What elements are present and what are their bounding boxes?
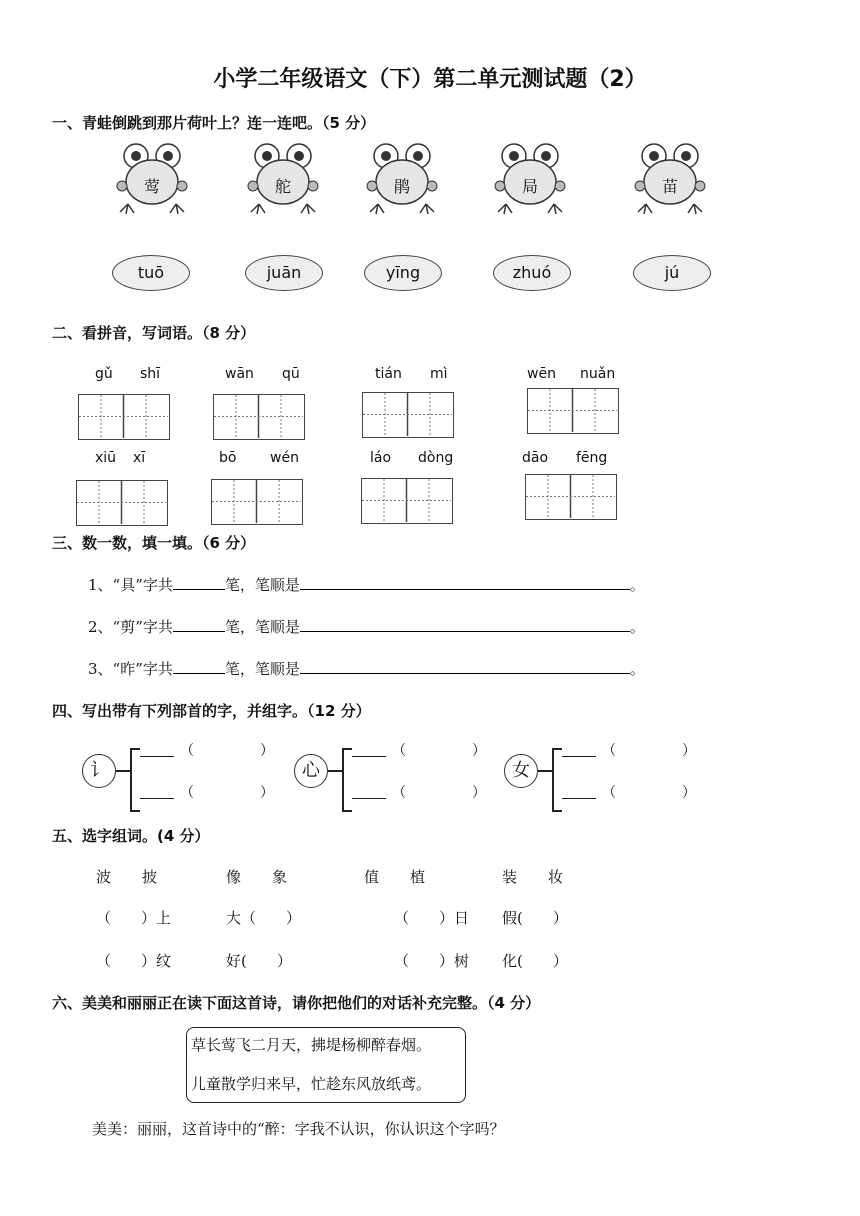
choice-char: 象 xyxy=(272,868,288,886)
tian-grid-lines xyxy=(526,475,615,518)
pinyin-syllable: fēng xyxy=(576,450,608,466)
bracket xyxy=(342,748,354,812)
stroke-q3-end: 。 xyxy=(629,660,645,678)
pinyin-syllable: nuǎn xyxy=(580,366,616,382)
writing-grid[interactable] xyxy=(525,474,617,520)
pinyin-syllable: wēn xyxy=(527,366,556,382)
stroke-q2-order-blank[interactable] xyxy=(300,615,630,632)
paren-left: （ xyxy=(392,785,406,801)
answer-line[interactable] xyxy=(562,798,596,799)
radical-circle: 讠 xyxy=(82,754,116,788)
stroke-question-3 xyxy=(88,657,645,679)
stroke-q1-prefix: 1、“具”字共 xyxy=(88,576,173,594)
choice-char: 妆 xyxy=(548,868,564,886)
lotus-leaf-1[interactable]: tuō xyxy=(112,255,190,291)
paren-left: （ xyxy=(180,785,194,801)
frog-label: 鹃 xyxy=(393,177,410,196)
pinyin-syllable: bō xyxy=(219,450,237,466)
stroke-q2-end: 。 xyxy=(629,618,645,636)
paren-right: ） xyxy=(472,785,486,801)
stroke-q3-order-blank[interactable] xyxy=(300,657,630,674)
section-1-heading: 一、青蛙倒跳到那片荷叶上？连一连吧。（5 分） xyxy=(52,114,376,132)
writing-grid[interactable] xyxy=(211,479,303,525)
stroke-question-1 xyxy=(88,573,645,595)
poem-line-1: 草长莺飞二月天，拂堤杨柳醉春烟。 xyxy=(191,1036,432,1054)
pinyin-syllable: dāo xyxy=(522,450,549,466)
stroke-q2-mid: 笔，笔顺是 xyxy=(224,618,300,636)
word-blank[interactable]: （ ）日 xyxy=(394,909,470,927)
lotus-leaf-2[interactable]: juān xyxy=(245,255,323,291)
pinyin-syllable: gǔ xyxy=(95,366,113,382)
bracket-tick xyxy=(328,770,342,772)
writing-grid[interactable] xyxy=(527,388,619,434)
pinyin-syllable: mì xyxy=(430,366,448,382)
stroke-q3-mid: 笔，笔顺是 xyxy=(224,660,300,678)
word-blank[interactable]: 大（ ） xyxy=(226,909,302,927)
choice-char: 像 xyxy=(226,868,242,886)
stroke-q3-prefix: 3、“昨”字共 xyxy=(88,660,173,678)
paren-right: ） xyxy=(682,785,696,801)
stroke-q2-prefix: 2、“剪”字共 xyxy=(88,618,173,636)
choice-char: 披 xyxy=(142,868,158,886)
section-5-heading: 五、选字组词。(4 分） xyxy=(52,827,210,845)
paren-right: ） xyxy=(260,785,274,801)
paren-right: ） xyxy=(472,743,486,759)
tian-grid-lines xyxy=(528,389,617,432)
lotus-leaf-4[interactable]: zhuó xyxy=(493,255,571,291)
writing-grid[interactable] xyxy=(362,392,454,438)
pinyin-syllable: dòng xyxy=(418,450,454,466)
pinyin-syllable: shī xyxy=(140,366,161,382)
choice-char: 值 xyxy=(364,868,380,886)
bracket xyxy=(552,748,564,812)
word-blank[interactable]: （ ）树 xyxy=(394,952,470,970)
section-4-heading: 四、写出带有下列部首的字，并组字。（12 分） xyxy=(52,702,371,720)
stroke-q1-count-blank[interactable] xyxy=(173,573,225,590)
answer-line[interactable] xyxy=(140,798,174,799)
frog-label: 苗 xyxy=(661,177,678,196)
frog-label: 莺 xyxy=(143,177,160,196)
frog-label: 局 xyxy=(521,177,538,196)
tian-grid-lines xyxy=(79,395,168,438)
lotus-leaf-3[interactable]: yīng xyxy=(364,255,442,291)
bracket-tick xyxy=(538,770,552,772)
stroke-q3-count-blank[interactable] xyxy=(173,657,225,674)
section-3-heading: 三、数一数，填一填。（6 分） xyxy=(52,534,256,552)
answer-line[interactable] xyxy=(140,756,174,757)
pinyin-syllable: xiū xyxy=(95,450,117,466)
tian-grid-lines xyxy=(77,481,166,524)
stroke-q2-count-blank[interactable] xyxy=(173,615,225,632)
radical-circle: 心 xyxy=(294,754,328,788)
paren-right: ） xyxy=(260,743,274,759)
poem-box xyxy=(186,1027,466,1103)
writing-grid[interactable] xyxy=(76,480,168,526)
word-blank[interactable]: 好( ） xyxy=(226,952,292,970)
frog-label: 舵 xyxy=(274,177,291,196)
choice-char: 波 xyxy=(96,868,112,886)
stroke-q1-mid: 笔，笔顺是 xyxy=(224,576,300,594)
page-title: 小学二年级语文（下）第二单元测试题（2） xyxy=(213,67,647,92)
paren-left: （ xyxy=(602,743,616,759)
tian-grid-lines xyxy=(363,393,452,436)
pinyin-syllable: tián xyxy=(375,366,402,382)
pinyin-syllable: wān xyxy=(225,366,254,382)
writing-grid[interactable] xyxy=(361,478,453,524)
word-blank[interactable]: （ ）上 xyxy=(96,909,172,927)
answer-line[interactable] xyxy=(352,756,386,757)
lotus-leaf-5[interactable]: jú xyxy=(633,255,711,291)
stroke-q1-order-blank[interactable] xyxy=(300,573,630,590)
poem-line-2: 儿童散学归来早，忙趁东风放纸鸢。 xyxy=(191,1075,432,1093)
paren-left: （ xyxy=(392,743,406,759)
pinyin-syllable: láo xyxy=(370,450,392,466)
frog-3[interactable] xyxy=(362,140,442,218)
tian-grid-lines xyxy=(362,479,451,522)
tian-grid-lines xyxy=(214,395,303,438)
frog-5[interactable] xyxy=(630,140,710,218)
frog-2[interactable] xyxy=(243,140,323,218)
paren-right: ） xyxy=(682,743,696,759)
section-2-heading: 二、看拼音，写词语。（8 分） xyxy=(52,324,256,342)
section-6-heading: 六、美美和丽丽正在读下面这首诗，请你把他们的对话补充完整。（4 分） xyxy=(52,994,541,1012)
paren-left: （ xyxy=(180,743,194,759)
dialog-line: 美美：丽丽，这首诗中的“醉：字我不认识，你认识这个字吗？ xyxy=(92,1120,505,1138)
word-blank[interactable]: 化( ） xyxy=(502,952,568,970)
writing-grid[interactable] xyxy=(78,394,170,440)
writing-grid[interactable] xyxy=(213,394,305,440)
paren-left: （ xyxy=(602,785,616,801)
answer-line[interactable] xyxy=(562,756,596,757)
stroke-q1-end: 。 xyxy=(629,576,645,594)
stroke-question-2 xyxy=(88,615,645,637)
word-blank[interactable]: 假( ） xyxy=(502,909,568,927)
pinyin-syllable: xī xyxy=(133,450,146,466)
choice-char: 装 xyxy=(502,868,518,886)
frog-1[interactable] xyxy=(112,140,192,218)
choice-char: 植 xyxy=(410,868,426,886)
answer-line[interactable] xyxy=(352,798,386,799)
frog-4[interactable] xyxy=(490,140,570,218)
bracket-tick xyxy=(116,770,130,772)
bracket xyxy=(130,748,142,812)
pinyin-syllable: wén xyxy=(270,450,299,466)
radical-circle: 女 xyxy=(504,754,538,788)
pinyin-syllable: qū xyxy=(282,366,300,382)
word-blank[interactable]: （ ）纹 xyxy=(96,952,172,970)
tian-grid-lines xyxy=(212,480,301,523)
